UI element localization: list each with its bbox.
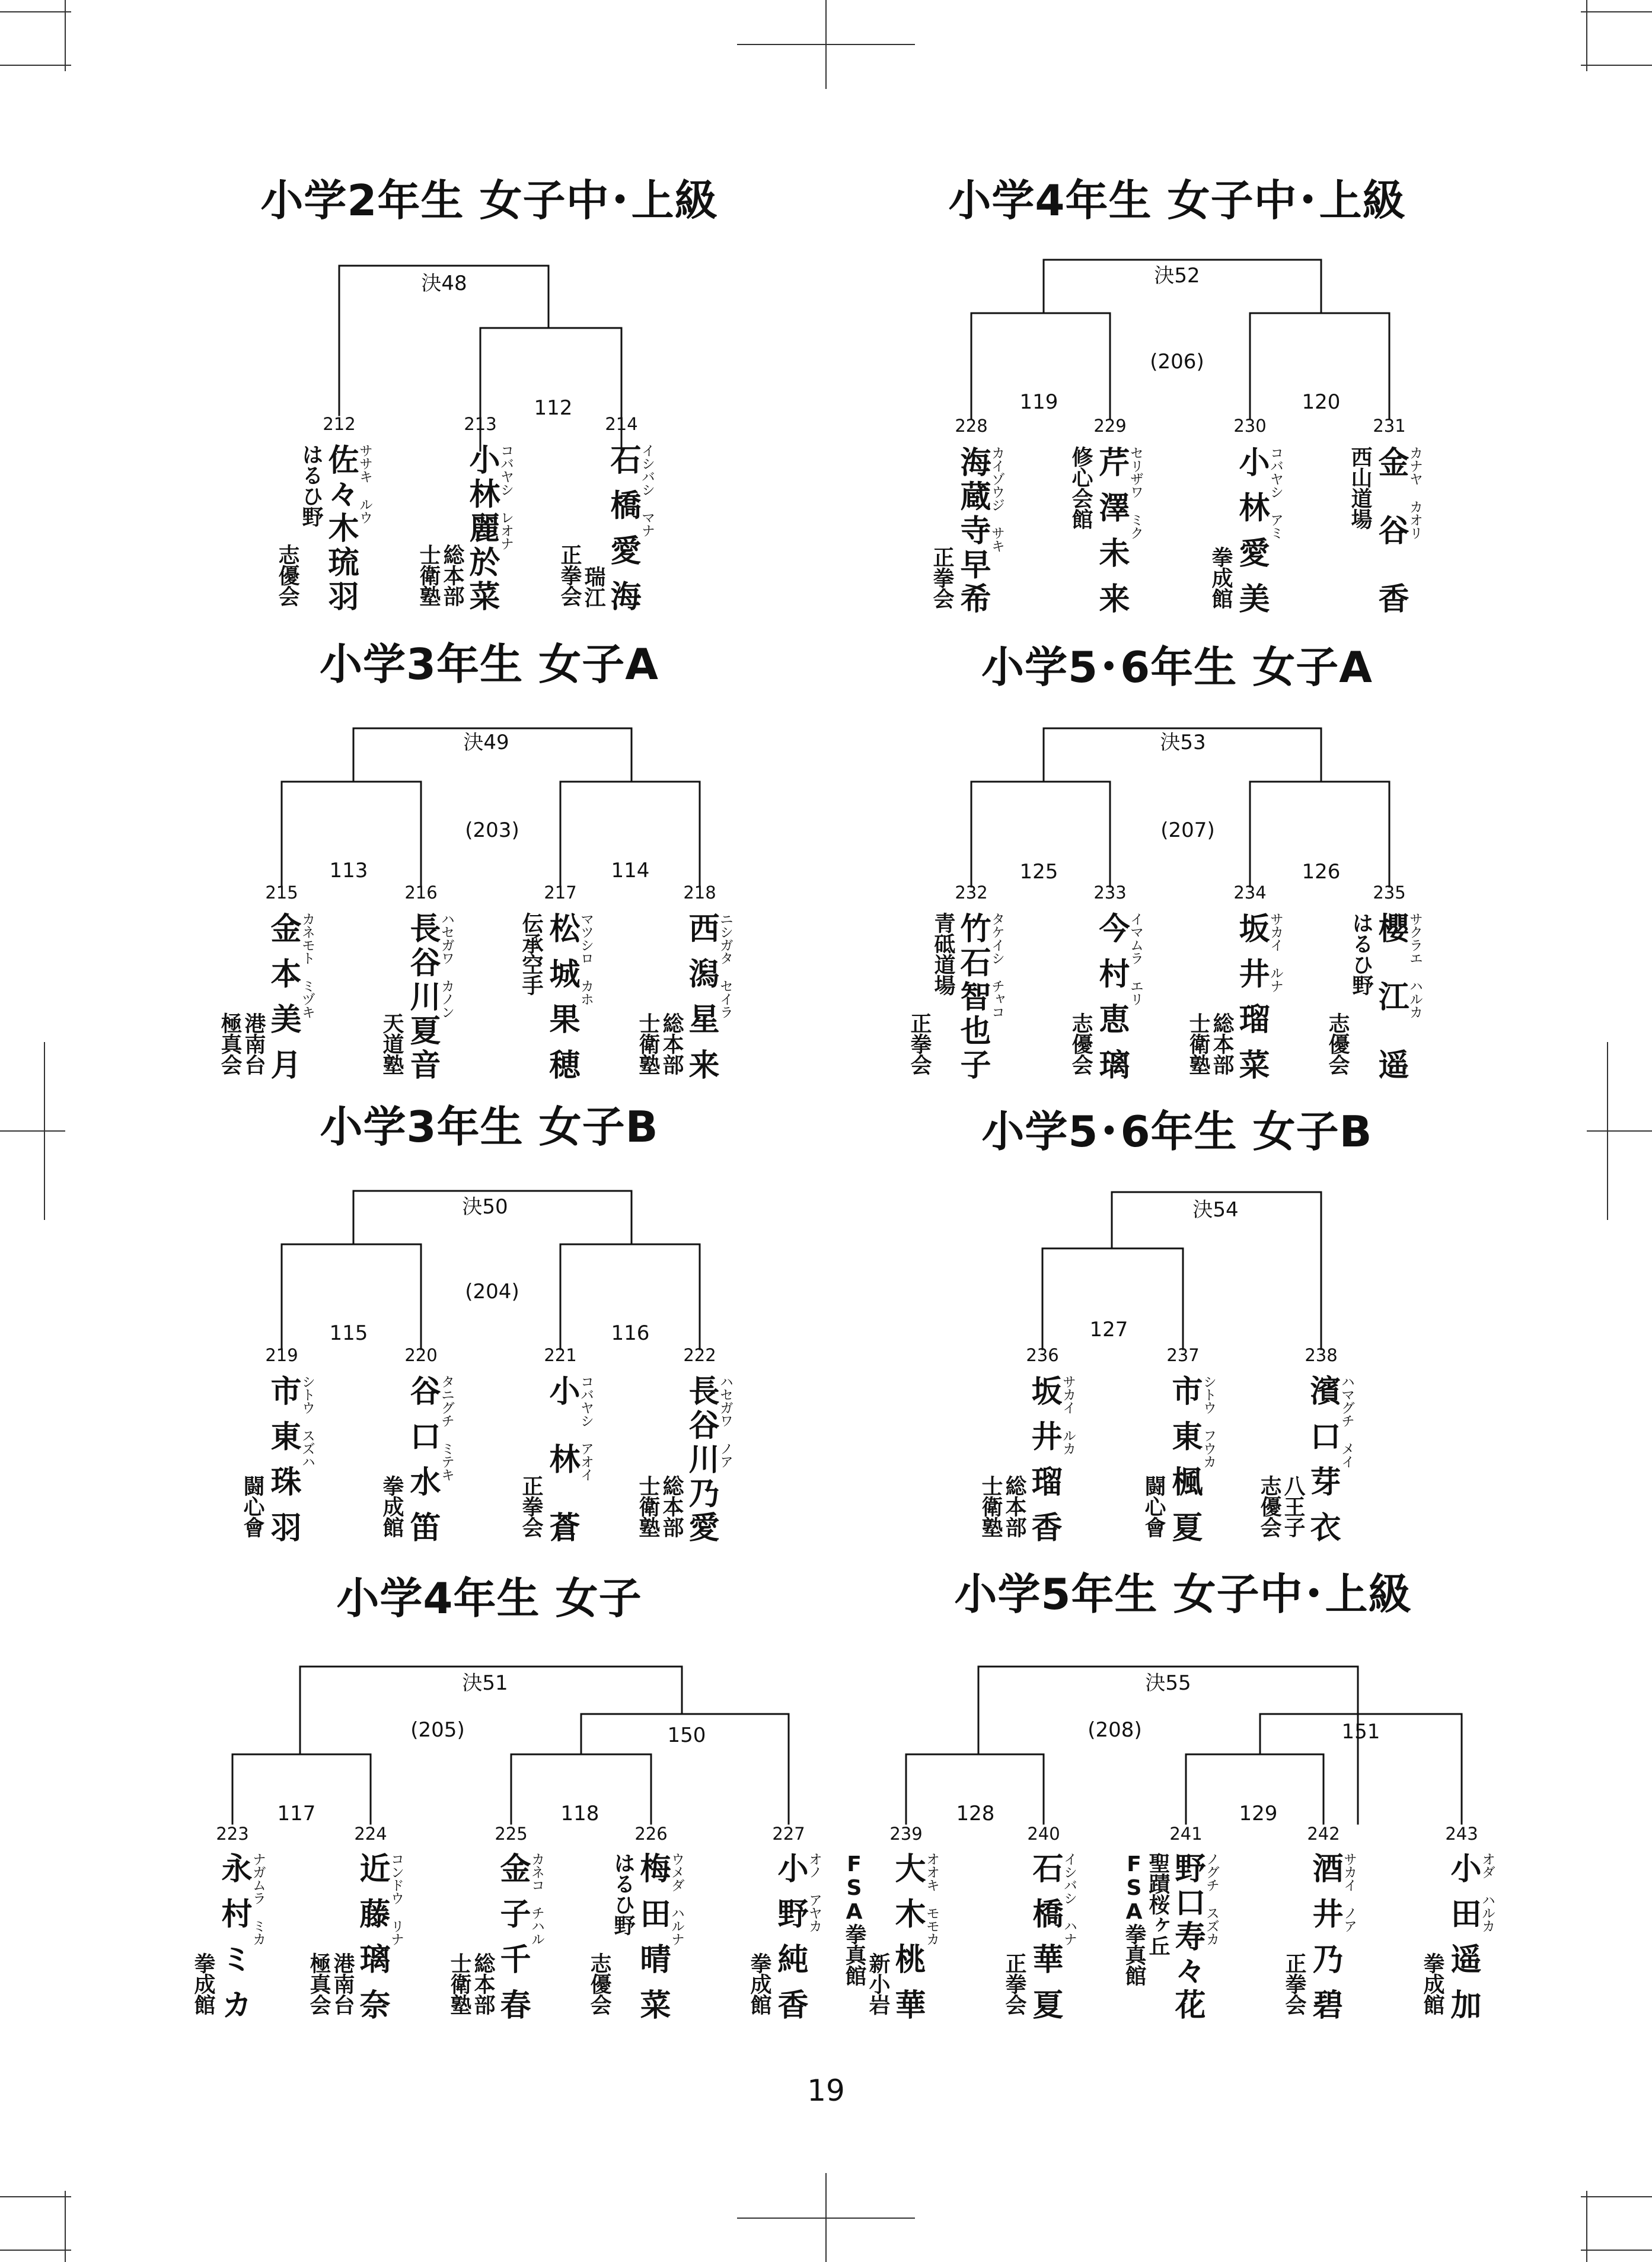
competitor-entry (1118, 1375, 1236, 1553)
club-name: 西山道場 (1348, 446, 1372, 529)
competitor-entry (841, 1852, 959, 2030)
semifinal-match-label: (207) (1160, 818, 1215, 842)
competitor-name: 永村ミカ (216, 1852, 251, 2018)
match-number: 128 (956, 1802, 995, 1825)
entry-number: 234 (1233, 883, 1267, 903)
competitor-furigana: サカイ ルナ (1268, 912, 1283, 992)
competitor-furigana: イマムラ エリ (1128, 912, 1143, 1005)
club-name: 修心会館 (1069, 446, 1093, 529)
bracket-title: 小学2年生 女子中･上級 (260, 176, 718, 225)
club-name: 士衛塾 (416, 544, 441, 606)
entry-number: 223 (216, 1824, 249, 1844)
competitor-furigana: ウメダ ハルナ (669, 1852, 684, 1945)
competitor-name: 坂井瑠香 (1026, 1375, 1061, 1541)
entry-number: 238 (1305, 1345, 1338, 1365)
final-match-label: 決54 (1189, 1200, 1242, 1220)
club-name: 八王子 (1281, 1475, 1305, 1537)
club-name: 闘心會 (240, 1475, 264, 1537)
club-name: はるひ野 (299, 444, 323, 527)
entry-number: 235 (1373, 883, 1406, 903)
club-name: 港南台 (330, 1952, 355, 2015)
competitor-name: 近藤璃奈 (354, 1852, 390, 2018)
final-match-label: 決55 (1141, 1673, 1194, 1693)
semifinal-match-label: (204) (465, 1280, 519, 1304)
entry-number: 240 (1027, 1824, 1060, 1844)
bracket-title: 小学3年生 女子A (320, 639, 659, 689)
club-name: 闘心會 (1141, 1475, 1166, 1537)
competitor-furigana: マツシロ カホ (578, 912, 594, 1005)
competitor-entry (906, 446, 1025, 624)
competitor-entry (1324, 912, 1443, 1090)
bracket-title: 小学5･6年生 女子A (981, 642, 1373, 692)
competitor-furigana: サカイ ルカ (1060, 1375, 1076, 1455)
competitor-entry (495, 912, 614, 1090)
club-name: 正拳会 (907, 1012, 932, 1075)
club-name: 正拳会 (1002, 1952, 1026, 2015)
final-match-label: 決48 (417, 273, 470, 294)
competitor-furigana: カネコ チハル (529, 1852, 544, 1945)
bracket-title: 小学3年生 女子B (320, 1102, 659, 1152)
competitor-furigana: コバヤシ アミ (1268, 446, 1283, 539)
match-number: 126 (1302, 860, 1341, 884)
match-number: 118 (560, 1802, 599, 1825)
bracket-title: 小学4年生 女子 (336, 1573, 642, 1623)
competitor-entry (906, 912, 1025, 1090)
entry-number: 239 (889, 1824, 923, 1844)
club-name: 総本部 (1210, 1012, 1234, 1075)
entry-number: 241 (1169, 1824, 1203, 1844)
club-name: 志優会 (1069, 1012, 1093, 1075)
competitor-entry (586, 1852, 704, 2030)
competitor-name: 竹石智也子 (955, 912, 990, 1078)
club-name: 士衛塾 (636, 1012, 660, 1075)
club-name: はるひ野 (1349, 912, 1373, 995)
competitor-furigana: ニシガタ セイラ (717, 912, 733, 1018)
competitor-furigana: オオキ モモカ (924, 1852, 939, 1945)
competitor-furigana: ノグチ スズカ (1204, 1852, 1219, 1945)
competitor-entry (1121, 1852, 1239, 2030)
club-name: 港南台 (241, 1012, 266, 1075)
semifinal-match-label: (208) (1087, 1718, 1142, 1742)
entry-number: 220 (404, 1345, 438, 1365)
competitor-furigana: イシバシ ハナ (1061, 1852, 1077, 1945)
entry-number: 229 (1093, 416, 1127, 436)
club-name: 総本部 (471, 1952, 495, 2015)
entry-number: 237 (1166, 1345, 1200, 1365)
competitor-entry (1185, 446, 1303, 624)
entry-number: 215 (265, 883, 298, 903)
bracket-title: 小学5年生 女子中･上級 (954, 1569, 1412, 1619)
competitor-entry (1045, 446, 1163, 624)
club-name: 青砥道場 (931, 912, 955, 995)
entry-number: 224 (354, 1824, 387, 1844)
match-number: 125 (1019, 860, 1058, 884)
semifinal-match-label: (206) (1150, 350, 1204, 374)
competitor-entry (216, 1375, 335, 1553)
competitor-entry (556, 444, 675, 622)
club-name: 拳成館 (747, 1952, 771, 2015)
final-match-label: 決52 (1150, 266, 1203, 286)
entry-number: 228 (955, 416, 988, 436)
match-number: 120 (1302, 390, 1341, 414)
competitor-furigana: シトウ スズハ (299, 1375, 315, 1468)
competitor-name: 金子千春 (495, 1852, 530, 2018)
club-name: 志優会 (587, 1952, 611, 2015)
competitor-entry (167, 1852, 286, 2030)
entry-number: 221 (544, 1345, 577, 1365)
club-name: FSA拳真館 (842, 1852, 866, 1986)
competitor-furigana: イシバシ マナ (639, 444, 655, 537)
competitor-name: 長谷川乃愛 (683, 1375, 719, 1541)
competitor-name: 金本美月 (265, 912, 301, 1078)
competitor-entry (1396, 1852, 1515, 2030)
match-number: 127 (1089, 1318, 1128, 1342)
entry-number: 227 (772, 1824, 805, 1844)
match-number: 112 (534, 396, 573, 420)
match-number: 113 (329, 859, 368, 883)
competitor-furigana: コバヤシ アオイ (578, 1375, 594, 1481)
competitor-entry (305, 1852, 424, 2030)
competitor-entry (978, 1852, 1097, 2030)
competitor-name: 佐々木琉羽 (323, 444, 358, 610)
club-name: 正拳会 (557, 544, 582, 606)
competitor-name: 大木桃華 (889, 1852, 925, 2018)
competitor-furigana: カイゾウジ サキ (989, 446, 1004, 552)
competitor-entry (634, 1375, 753, 1553)
competitor-furigana: オノ アヤカ (806, 1852, 822, 1932)
match-number: 150 (667, 1723, 706, 1747)
match-number: 116 (611, 1321, 650, 1345)
competitor-name: 石橋愛海 (605, 444, 640, 610)
competitor-furigana: コバヤシ レオナ (498, 444, 514, 550)
match-number: 129 (1239, 1802, 1278, 1825)
club-name: 志優会 (275, 544, 299, 606)
club-name: 天道塾 (379, 1012, 404, 1075)
competitor-name: 市東楓夏 (1166, 1375, 1202, 1541)
competitor-entry (216, 912, 335, 1090)
club-name: FSA拳真館 (1122, 1852, 1146, 1986)
club-name: 志優会 (1257, 1475, 1281, 1537)
competitor-entry (977, 1375, 1096, 1553)
competitor-furigana: セリザワ ミク (1128, 446, 1143, 539)
club-name: 士衛塾 (447, 1952, 471, 2015)
competitor-furigana: カネモト ミヅキ (299, 912, 315, 1018)
bracket-title: 小学5･6年生 女子B (981, 1107, 1373, 1157)
competitor-name: 金谷香 (1373, 446, 1408, 612)
competitor-entry (274, 444, 393, 622)
competitor-entry (634, 912, 753, 1090)
club-name: 志優会 (1325, 1012, 1350, 1075)
club-name: 士衛塾 (636, 1475, 660, 1537)
semifinal-match-label: (205) (410, 1718, 465, 1742)
final-match-label: 決53 (1156, 732, 1209, 753)
entry-number: 212 (323, 414, 356, 434)
competitor-entry (1185, 912, 1303, 1090)
club-name: 拳成館 (191, 1952, 215, 2015)
competitor-name: 今村恵璃 (1093, 912, 1129, 1078)
club-name: 総本部 (440, 544, 464, 606)
competitor-name: 小林愛美 (1233, 446, 1269, 612)
entry-number: 232 (955, 883, 988, 903)
club-name: はるひ野 (611, 1852, 635, 1935)
competitor-entry (1256, 1375, 1374, 1553)
entry-number: 231 (1373, 416, 1406, 436)
competitor-furigana: ハマグチ メイ (1339, 1375, 1354, 1468)
competitor-name: 海蔵寺早希 (955, 446, 990, 612)
competitor-name: 長谷川夏音 (404, 912, 440, 1078)
competitor-furigana: ササキ ルウ (357, 444, 372, 524)
competitor-furigana: サクラエ ハルカ (1407, 912, 1423, 1018)
entry-number: 219 (265, 1345, 298, 1365)
entry-number: 243 (1445, 1824, 1478, 1844)
entry-number: 242 (1307, 1824, 1340, 1844)
final-match-label: 決51 (458, 1673, 511, 1693)
competitor-name: 酒井乃碧 (1307, 1852, 1342, 2018)
match-number: 114 (611, 859, 650, 883)
competitor-name: 芹澤未来 (1093, 446, 1129, 612)
entry-number: 213 (464, 414, 497, 434)
match-number: 151 (1341, 1720, 1380, 1744)
club-name: 拳成館 (1208, 546, 1233, 608)
club-name: 極真会 (307, 1952, 331, 2015)
competitor-entry (495, 1375, 614, 1553)
club-name: 総本部 (659, 1012, 684, 1075)
club-name: 総本部 (1002, 1475, 1026, 1537)
final-match-label: 決50 (458, 1197, 511, 1217)
club-name: 正拳会 (1282, 1952, 1306, 2015)
competitor-entry (723, 1852, 842, 2030)
match-number: 119 (1019, 390, 1058, 414)
competitor-entry (1045, 912, 1163, 1090)
entry-number: 225 (495, 1824, 528, 1844)
competitor-furigana: シトウ フウカ (1201, 1375, 1216, 1468)
page-number: 19 (807, 2073, 845, 2108)
competitor-furigana: ハセガワ ノア (717, 1375, 733, 1468)
entry-number: 216 (404, 883, 438, 903)
competitor-entry (415, 444, 534, 622)
entry-number: 218 (683, 883, 716, 903)
club-name: 正拳会 (930, 546, 954, 608)
club-name: 士衛塾 (1186, 1012, 1210, 1075)
final-match-label: 決49 (460, 732, 512, 753)
competitor-furigana: コンドウ リナ (388, 1852, 404, 1945)
club-name: 新小岩 (866, 1952, 890, 2015)
competitor-name: 小林蒼 (544, 1375, 579, 1541)
club-name: 士衛塾 (978, 1475, 1003, 1537)
entry-number: 233 (1093, 883, 1127, 903)
match-number: 117 (277, 1802, 316, 1825)
competitor-entry (446, 1852, 565, 2030)
competitor-furigana: カナヤ カオリ (1407, 446, 1423, 539)
competitor-name: 西潟星来 (683, 912, 719, 1078)
bracket-title: 小学4年生 女子中･上級 (948, 176, 1406, 225)
club-name: 伝承空手 (519, 912, 543, 995)
competitor-name: 野口寿々花 (1169, 1852, 1205, 2018)
club-name: 聖蹟桜ヶ丘 (1146, 1852, 1170, 1956)
entry-number: 226 (634, 1824, 668, 1844)
competitor-name: 梅田晴菜 (634, 1852, 670, 2018)
competitor-name: 濱口芽衣 (1305, 1375, 1340, 1541)
competitor-name: 坂井瑠菜 (1233, 912, 1269, 1078)
competitor-name: 小林麗於菜 (464, 444, 499, 610)
club-name: 瑞江 (581, 566, 605, 607)
competitor-name: 市東珠羽 (265, 1375, 301, 1541)
competitor-name: 谷口水笛 (404, 1375, 440, 1541)
club-name: 正拳会 (519, 1475, 543, 1537)
match-number: 115 (329, 1321, 368, 1345)
competitor-furigana: ナガムラ ミカ (250, 1852, 266, 1945)
entry-number: 222 (683, 1345, 716, 1365)
club-name: 極真会 (218, 1012, 242, 1075)
competitor-furigana: オダ ハルカ (1479, 1852, 1495, 1932)
club-name: 拳成館 (379, 1475, 404, 1537)
competitor-entry (1258, 1852, 1377, 2030)
competitor-name: 櫻江遥 (1373, 912, 1408, 1078)
competitor-name: 小田遥加 (1445, 1852, 1481, 2018)
club-name: 拳成館 (1420, 1952, 1444, 2015)
competitor-entry (356, 1375, 474, 1553)
competitor-name: 石橋華夏 (1027, 1852, 1063, 2018)
entry-number: 230 (1233, 416, 1267, 436)
club-name: 総本部 (659, 1475, 684, 1537)
entry-number: 236 (1026, 1345, 1059, 1365)
competitor-name: 小野純香 (772, 1852, 808, 2018)
entry-number: 214 (605, 414, 638, 434)
competitor-entry (356, 912, 474, 1090)
competitor-furigana: サカイ ノア (1341, 1852, 1357, 1932)
entry-number: 217 (544, 883, 577, 903)
competitor-furigana: タニグチ ミテキ (439, 1375, 454, 1481)
competitor-furigana: タケイシ チャコ (989, 912, 1004, 1018)
semifinal-match-label: (203) (465, 818, 519, 842)
competitor-entry (1324, 446, 1443, 624)
competitor-name: 松城果穂 (544, 912, 579, 1078)
competitor-furigana: ハセガワ カノン (439, 912, 454, 1018)
